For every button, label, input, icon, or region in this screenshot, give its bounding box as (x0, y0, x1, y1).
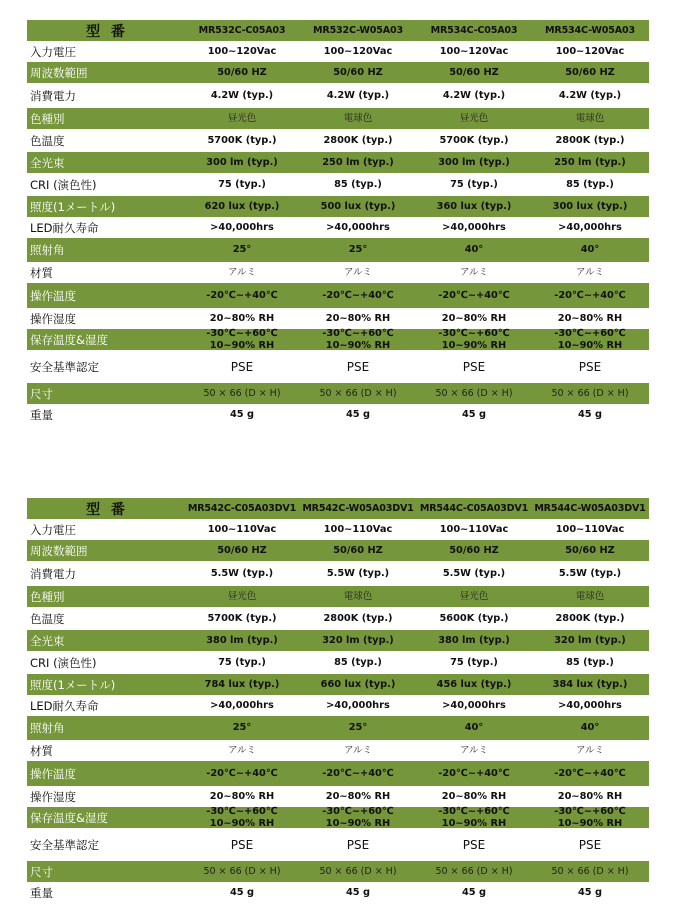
spec-table-1 (27, 20, 649, 425)
spec-value: 85 (typ.) (566, 656, 614, 668)
spec-value: 昼光色 (459, 112, 489, 124)
spec-label: 尺寸 (30, 864, 53, 879)
spec-value: アルミ (575, 744, 605, 756)
spec-value: PSE (230, 359, 254, 374)
spec-value: 45 g (461, 408, 487, 420)
spec-value: 5.5W (typ.) (210, 567, 274, 579)
spec-value (184, 328, 300, 352)
spec-row (27, 308, 649, 329)
spec-value: 620 lux (typ.) (204, 200, 280, 212)
spec-row (27, 262, 649, 283)
spec-value: 40° (580, 722, 600, 733)
spec-value: 85 (typ.) (334, 178, 382, 190)
spec-value: 20~80% RH (557, 790, 623, 802)
spec-value: >40,000hrs (326, 221, 390, 233)
spec-row (27, 807, 649, 828)
spec-value: 50 × 66 (D × H) (203, 387, 281, 399)
spec-value: 20~80% RH (441, 790, 507, 802)
spec-row (27, 329, 649, 350)
spec-row (27, 786, 649, 807)
spec-row (27, 350, 649, 383)
spec-value-line: -30℃~+60℃ (206, 805, 278, 817)
spec-label: LED耐久寿命 (30, 698, 99, 713)
spec-row (27, 196, 649, 217)
spec-value: 500 lux (typ.) (320, 200, 396, 212)
spec-label: 保存温度&湿度 (30, 810, 108, 825)
spec-value: 50 × 66 (D × H) (435, 387, 513, 399)
spec-value: アルミ (575, 266, 605, 278)
spec-row (27, 882, 649, 903)
spec-value: 50/60 HZ (333, 544, 383, 556)
spec-row (27, 217, 649, 238)
spec-value: 2800K (typ.) (323, 612, 393, 624)
spec-value: 50/60 HZ (449, 544, 499, 556)
spec-value: PSE (578, 837, 602, 852)
spec-value: 昼光色 (227, 112, 257, 124)
spec-value: 20~80% RH (209, 790, 275, 802)
spec-value: 50 × 66 (D × H) (435, 865, 513, 877)
spec-value: 40° (464, 244, 484, 255)
spec-value: アルミ (227, 744, 257, 756)
spec-row (27, 238, 649, 262)
spec-row (27, 129, 649, 152)
spec-row (27, 861, 649, 882)
spec-value: 20~80% RH (441, 312, 507, 324)
spec-value: 20~80% RH (557, 312, 623, 324)
spec-label: 照度(1メートル) (30, 677, 116, 692)
spec-label: 消費電力 (30, 566, 76, 581)
spec-value: 電球色 (343, 590, 373, 602)
spec-label: 周波数範囲 (30, 65, 88, 80)
spec-value: 5700K (typ.) (439, 134, 509, 146)
spec-value: 75 (typ.) (450, 178, 498, 190)
spec-value: 4.2W (typ.) (326, 89, 390, 101)
spec-row (27, 740, 649, 761)
spec-value: 50 × 66 (D × H) (551, 865, 629, 877)
table-header-row (27, 498, 649, 519)
spec-row (27, 173, 649, 196)
spec-label: 重量 (30, 885, 53, 900)
spec-label: 操作温度 (30, 766, 76, 781)
header-label: 型 番 (86, 501, 128, 518)
spec-label: 操作湿度 (30, 789, 76, 804)
spec-value: 25° (232, 722, 252, 733)
spec-value-line: 10~90% RH (441, 817, 507, 829)
spec-value: >40,000hrs (442, 699, 506, 711)
spec-label: 材質 (30, 265, 53, 280)
spec-label: 消費電力 (30, 88, 76, 103)
spec-value-line: -30℃~+60℃ (206, 327, 278, 339)
spec-value-line: -30℃~+60℃ (322, 327, 394, 339)
spec-value: 40° (464, 722, 484, 733)
spec-label: 周波数範囲 (30, 543, 88, 558)
spec-value-line: 10~90% RH (441, 339, 507, 351)
spec-row (27, 152, 649, 173)
spec-value: >40,000hrs (558, 221, 622, 233)
spec-value: PSE (578, 359, 602, 374)
spec-value: 50/60 HZ (217, 544, 267, 556)
spec-value (416, 328, 532, 352)
spec-value: 384 lux (typ.) (552, 678, 628, 690)
spec-label: 照射角 (30, 243, 65, 257)
spec-value: >40,000hrs (210, 699, 274, 711)
spec-row (27, 383, 649, 404)
spec-value: -20℃~+40℃ (322, 289, 394, 301)
spec-value: 4.2W (typ.) (210, 89, 274, 101)
model-number: MR544C-C05A03DV1 (419, 502, 529, 514)
spec-value: 4.2W (typ.) (558, 89, 622, 101)
spec-value-line: -30℃~+60℃ (438, 805, 510, 817)
spec-value: >40,000hrs (558, 699, 622, 711)
model-number: MR532C-W05A03 (313, 24, 403, 36)
spec-row (27, 607, 649, 630)
spec-row (27, 83, 649, 108)
spec-value: アルミ (459, 266, 489, 278)
spec-value: 25° (348, 722, 368, 733)
spec-label: 色種別 (30, 111, 65, 126)
spec-label: 全光束 (30, 633, 65, 648)
spec-label: 全光束 (30, 155, 65, 170)
spec-value: 300 lm (typ.) (438, 156, 510, 168)
spec-value: -20℃~+40℃ (206, 767, 278, 779)
spec-value: 45 g (229, 408, 255, 420)
spec-value: 85 (typ.) (566, 178, 614, 190)
spec-row (27, 695, 649, 716)
spec-row (27, 828, 649, 861)
spec-value: 5700K (typ.) (207, 612, 277, 624)
spec-value: 50 × 66 (D × H) (319, 387, 397, 399)
spec-value: 300 lm (typ.) (206, 156, 278, 168)
spec-value-line: 10~90% RH (209, 817, 275, 829)
spec-value: 電球色 (343, 112, 373, 124)
spec-value: 40° (580, 244, 600, 255)
spec-value: PSE (462, 359, 486, 374)
model-number: MR544C-W05A03DV1 (534, 502, 646, 514)
spec-value: -20℃~+40℃ (322, 767, 394, 779)
spec-value-line: 10~90% RH (325, 339, 391, 351)
spec-value: 昼光色 (227, 590, 257, 602)
spec-label: 安全基準認定 (30, 837, 99, 852)
spec-row (27, 761, 649, 786)
spec-value: 45 g (461, 886, 487, 898)
spec-value (532, 328, 648, 352)
spec-row (27, 519, 649, 540)
spec-label: 尺寸 (30, 386, 53, 401)
spec-value: 660 lux (typ.) (320, 678, 396, 690)
spec-value: 360 lux (typ.) (436, 200, 512, 212)
spec-label: 照射角 (30, 721, 65, 735)
spec-value: 784 lux (typ.) (204, 678, 280, 690)
model-number: MR542C-W05A03DV1 (302, 502, 414, 514)
spec-value: 50/60 HZ (333, 66, 383, 78)
spec-value: 電球色 (575, 112, 605, 124)
spec-value: >40,000hrs (326, 699, 390, 711)
spec-value: 5.5W (typ.) (558, 567, 622, 579)
spec-value: 85 (typ.) (334, 656, 382, 668)
spec-value: 2800K (typ.) (323, 134, 393, 146)
spec-value: 5700K (typ.) (207, 134, 277, 146)
spec-label: 色温度 (30, 611, 65, 626)
spec-value: 電球色 (575, 590, 605, 602)
spec-value (184, 806, 300, 830)
spec-label: 照度(1メートル) (30, 199, 116, 214)
spec-value: 250 lm (typ.) (554, 156, 626, 168)
spec-value: 45 g (229, 886, 255, 898)
spec-value: 4.2W (typ.) (442, 89, 506, 101)
spec-value (416, 806, 532, 830)
spec-value: >40,000hrs (210, 221, 274, 233)
spec-value: 50 × 66 (D × H) (319, 865, 397, 877)
spec-value: 100~110Vac (207, 523, 277, 535)
model-number: MR532C-C05A03 (198, 24, 286, 36)
spec-row (27, 62, 649, 83)
spec-value: 45 g (577, 408, 603, 420)
spec-value: アルミ (227, 266, 257, 278)
spec-value: 25° (348, 244, 368, 255)
spec-value: 50/60 HZ (449, 66, 499, 78)
spec-value: 5600K (typ.) (439, 612, 509, 624)
spec-value: アルミ (459, 744, 489, 756)
spec-value-line: -30℃~+60℃ (322, 805, 394, 817)
spec-value: PSE (230, 837, 254, 852)
spec-value: 45 g (345, 408, 371, 420)
spec-label: CRI (演色性) (30, 177, 97, 192)
spec-value: 2800K (typ.) (555, 134, 625, 146)
spec-row (27, 561, 649, 586)
spec-label: 操作温度 (30, 288, 76, 303)
spec-value: 2800K (typ.) (555, 612, 625, 624)
spec-value: 20~80% RH (325, 790, 391, 802)
spec-value: 100~120Vac (323, 45, 393, 57)
spec-row (27, 651, 649, 674)
spec-value: 380 lm (typ.) (438, 634, 510, 646)
spec-value: 5.5W (typ.) (442, 567, 506, 579)
spec-value: 75 (typ.) (450, 656, 498, 668)
spec-value: 75 (typ.) (218, 656, 266, 668)
spec-label: 安全基準認定 (30, 359, 99, 374)
spec-value (300, 328, 416, 352)
spec-value (532, 806, 648, 830)
spec-value: 100~110Vac (439, 523, 509, 535)
spec-label: 重量 (30, 407, 53, 422)
spec-value: -20℃~+40℃ (438, 289, 510, 301)
spec-label: 色種別 (30, 589, 65, 604)
spec-label: 保存温度&湿度 (30, 332, 108, 347)
spec-value: PSE (346, 837, 370, 852)
spec-value: 100~110Vac (555, 523, 625, 535)
spec-value-line: 10~90% RH (557, 339, 623, 351)
spec-value: 100~120Vac (555, 45, 625, 57)
spec-value: 75 (typ.) (218, 178, 266, 190)
spec-value: 320 lm (typ.) (554, 634, 626, 646)
spec-value: -20℃~+40℃ (554, 767, 626, 779)
spec-row (27, 674, 649, 695)
spec-value: 45 g (345, 886, 371, 898)
model-number: MR542C-C05A03DV1 (187, 502, 297, 514)
spec-value: 320 lm (typ.) (322, 634, 394, 646)
spec-value: PSE (462, 837, 486, 852)
spec-value: 250 lm (typ.) (322, 156, 394, 168)
spec-value-line: 10~90% RH (209, 339, 275, 351)
spec-value: 50 × 66 (D × H) (551, 387, 629, 399)
spec-value: 380 lm (typ.) (206, 634, 278, 646)
spec-value (300, 806, 416, 830)
spec-value: >40,000hrs (442, 221, 506, 233)
spec-label: CRI (演色性) (30, 655, 97, 670)
spec-value: 50 × 66 (D × H) (203, 865, 281, 877)
spec-value-line: 10~90% RH (325, 817, 391, 829)
model-number: MR534C-W05A03 (545, 24, 635, 36)
spec-value: 20~80% RH (209, 312, 275, 324)
spec-value: 5.5W (typ.) (326, 567, 390, 579)
model-number: MR534C-C05A03 (430, 24, 518, 36)
header-label: 型 番 (86, 23, 128, 40)
table-header-row (27, 20, 649, 41)
spec-value: 456 lux (typ.) (436, 678, 512, 690)
spec-label: LED耐久寿命 (30, 220, 99, 235)
spec-label: 入力電圧 (30, 44, 76, 59)
spec-value: -20℃~+40℃ (206, 289, 278, 301)
spec-row (27, 283, 649, 308)
spec-value: 20~80% RH (325, 312, 391, 324)
spec-value: 45 g (577, 886, 603, 898)
spec-value-line: -30℃~+60℃ (554, 805, 626, 817)
spec-row (27, 716, 649, 740)
spec-value: アルミ (343, 266, 373, 278)
spec-value-line: -30℃~+60℃ (554, 327, 626, 339)
spec-label: 色温度 (30, 133, 65, 148)
spec-table-2 (27, 498, 649, 903)
spec-value: 50/60 HZ (217, 66, 267, 78)
spec-value: 100~120Vac (207, 45, 277, 57)
spec-label: 入力電圧 (30, 522, 76, 537)
spec-value: PSE (346, 359, 370, 374)
spec-value: 100~120Vac (439, 45, 509, 57)
spec-value-line: -30℃~+60℃ (438, 327, 510, 339)
spec-value-line: 10~90% RH (557, 817, 623, 829)
spec-value: 100~110Vac (323, 523, 393, 535)
spec-row (27, 540, 649, 561)
spec-value: 50/60 HZ (565, 544, 615, 556)
spec-row (27, 108, 649, 129)
spec-row (27, 404, 649, 425)
spec-row (27, 41, 649, 62)
spec-value: -20℃~+40℃ (438, 767, 510, 779)
spec-value: アルミ (343, 744, 373, 756)
spec-label: 材質 (30, 743, 53, 758)
spec-row (27, 630, 649, 651)
spec-row (27, 586, 649, 607)
spec-value: 50/60 HZ (565, 66, 615, 78)
spec-value: 昼光色 (459, 590, 489, 602)
spec-value: 300 lux (typ.) (552, 200, 628, 212)
spec-value: -20℃~+40℃ (554, 289, 626, 301)
spec-label: 操作湿度 (30, 311, 76, 326)
spec-value: 25° (232, 244, 252, 255)
